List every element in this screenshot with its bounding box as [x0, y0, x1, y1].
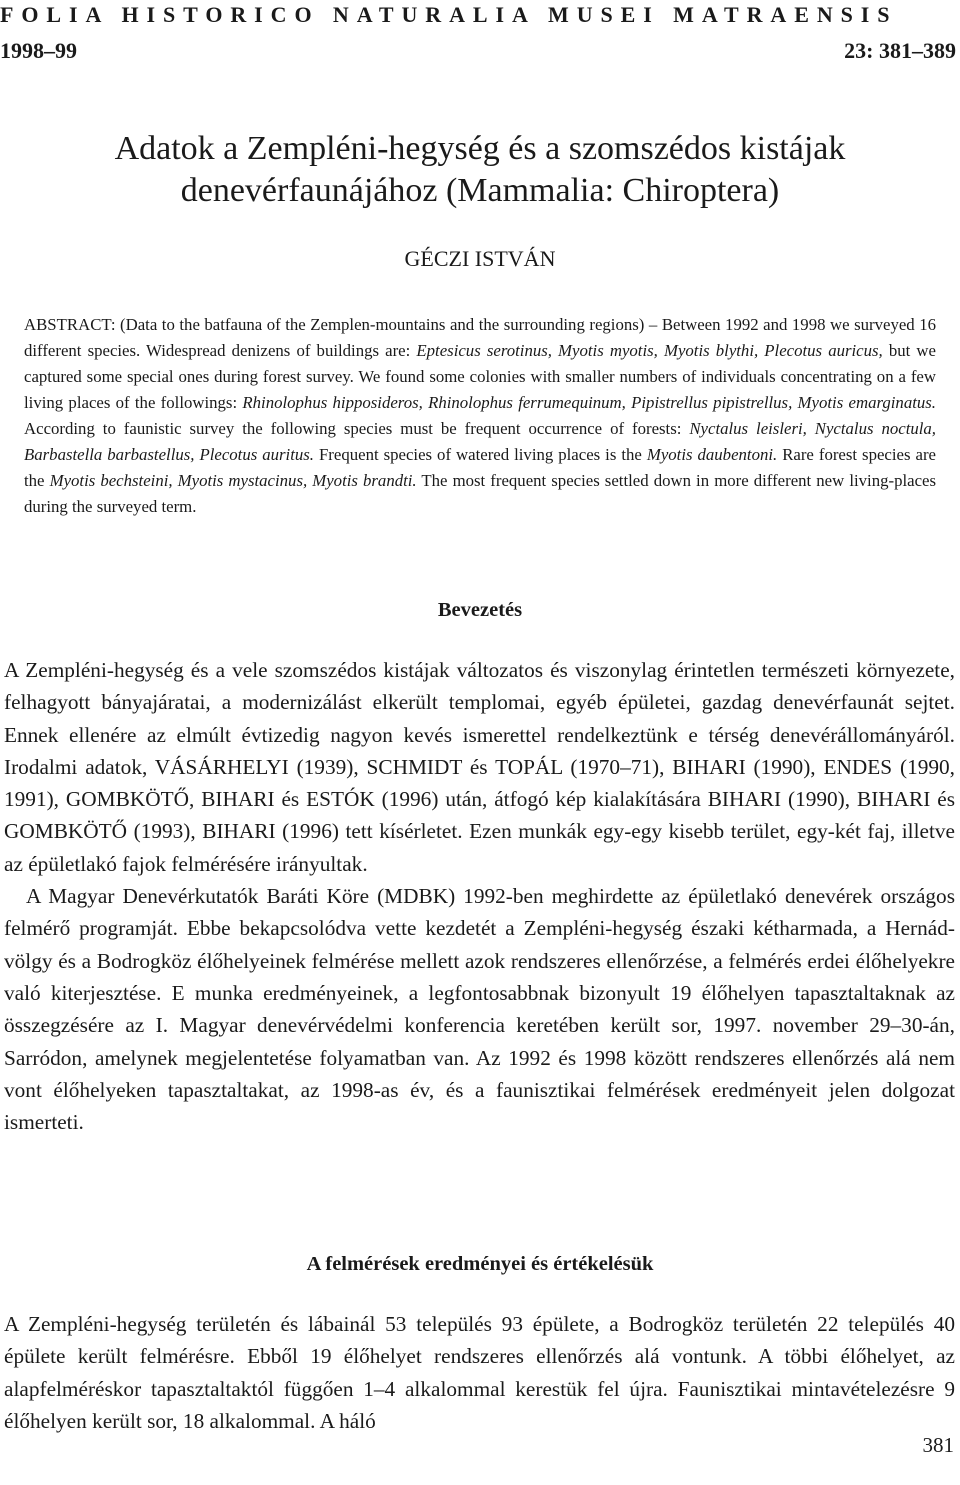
- abstract-text-5: Rare forest species are the: [24, 445, 936, 490]
- author-name: GÉCZI ISTVÁN: [404, 246, 556, 271]
- section-heading-intro: Bevezetés: [437, 599, 523, 621]
- section-heading-results: A felmérések eredményei és értékelésük: [306, 1253, 654, 1275]
- publication-years: 1998–99: [0, 38, 77, 63]
- abstract-text-6: The most frequent species settled down in more different new living-places during the surveyed term.: [24, 471, 937, 516]
- abstract-species-4: Myotis daubentoni.: [646, 445, 778, 464]
- abstract-species-2: Rhinolophus hipposideros, Rhinolophus ferrumequinum, Pipistrellus pipistrellus, Myotis emarginatus.: [242, 393, 936, 412]
- running-header: [0, 0, 960, 30]
- page-number: 381: [922, 1433, 954, 1457]
- intro-section: [4, 654, 955, 1138]
- intro-paragraph-2: A Magyar Denevérkutatók Baráti Köre (MDBK) 1992-ben meghirdette az épületlakó denevérek országos felmérő programját. Ebbe bekapcsolódva vette kezdetét a Zempléni-hegység északi kétharmada, a Hernád-völgy és a Bodrogköz élőhelyeinek felmérése mellett azok rendszeres ellenőrzése, a felmérés erdei élőhelyekre való kiterjesztése. E munka eredményeinek, a legfontosabbnak bizonyult 19 élőhelyen tapasztaltaknak az összegzésére az I. Magyar denevérvédelmi konferencia keretében került sor, 1997. november 29–30-án, Sarródon, amelynek megjelentetése folyamatban van. Az 1992 és 1998 között rendszeres ellenőrzés alá nem vont élőhelyeken tapasztaltakat, az 1998-as év, és a faunisztikai felmérések eredményeit jelen dolgozat ismerteti.: [4, 884, 955, 1135]
- abstract-text-3: According to faunistic survey the following species must be frequent occurrence of forests:: [24, 419, 690, 438]
- abstract-text-1: ABSTRACT: (Data to the batfauna of the Zemplen-mountains and the surrounding regions) – Between 1992 and 1998 we surveyed 16 different species. Widespread denizens of buildings are:: [24, 315, 936, 360]
- citation-line: [0, 36, 960, 66]
- article-title: [20, 128, 940, 212]
- results-paragraph-1: A Zempléni-hegység területén és lábainál 53 település 93 épülete, a Bodrogköz területén 22 település 40 épülete került felmérésre. Ebből 19 élőhelyet rendszeres ellenőrzés alá vontunk. A többi élőhelyet, az alapfelméréskor tapasztaltaktól függően 1–4 alkalommal kerestük fel újra. Faunisztikai mintavételezésre 9 élőhelyen került sor, 18 alkalommal. A háló: [4, 1312, 955, 1433]
- title-line-2: denevérfaunájához (Mammalia: Chiroptera): [180, 172, 780, 209]
- abstract-text-4: Frequent species of watered living places is the: [313, 445, 647, 464]
- journal-name: FOLIA HISTORICO NATURALIA MUSEI MATRAENSIS: [0, 2, 898, 27]
- abstract-text-2: but we captured some special ones during forest survey. We found some colonies with smaller numbers of individuals concentrating on a few living places of the followings:: [24, 341, 936, 412]
- intro-paragraph-1: A Zempléni-hegység és a vele szomszédos kistájak változatos és viszonylag érintetlen természeti környezete, felhagyott bányajáratai, a modernizálást elkerült templomai, egyéb épületei, gazdag denevérfaunát sejtet. Ennek ellenére az elmúlt évtizedig nagyon kevés ismerettel rendelkeztünk e térség denevérállományáról. Irodalmi adatok, VÁSÁRHELYI (1939), SCHMIDT és TOPÁL (1970–71), BIHARI (1990), ENDES (1990, 1991), GOMBKÖTŐ, BIHARI és ESTÓK (1996) után, átfogó kép kialakítására BIHARI (1990), BIHARI és GOMBKÖTŐ (1993), BIHARI (1996) tett kísérletet. Ezen munkák egy-egy kisebb terület, egy-két faj, illetve az épületlakó fajok felmérésére irányultak.: [4, 658, 955, 876]
- abstract: [24, 312, 936, 520]
- title-line-1: Adatok a Zempléni-hegység és a szomszédos kistájak: [114, 130, 846, 167]
- results-section: [4, 1308, 955, 1437]
- abstract-species-3: Nyctalus leisleri, Nyctalus noctula, Barbastella barbastellus, Plecotus auritus.: [24, 419, 937, 464]
- abstract-species-5: Myotis bechsteini, Myotis mystacinus, Myotis brandti.: [49, 471, 417, 490]
- abstract-species-1: Eptesicus serotinus, Myotis myotis, Myotis blythi, Plecotus auricus,: [416, 341, 883, 360]
- volume-pages: 23: 381–389: [844, 38, 956, 63]
